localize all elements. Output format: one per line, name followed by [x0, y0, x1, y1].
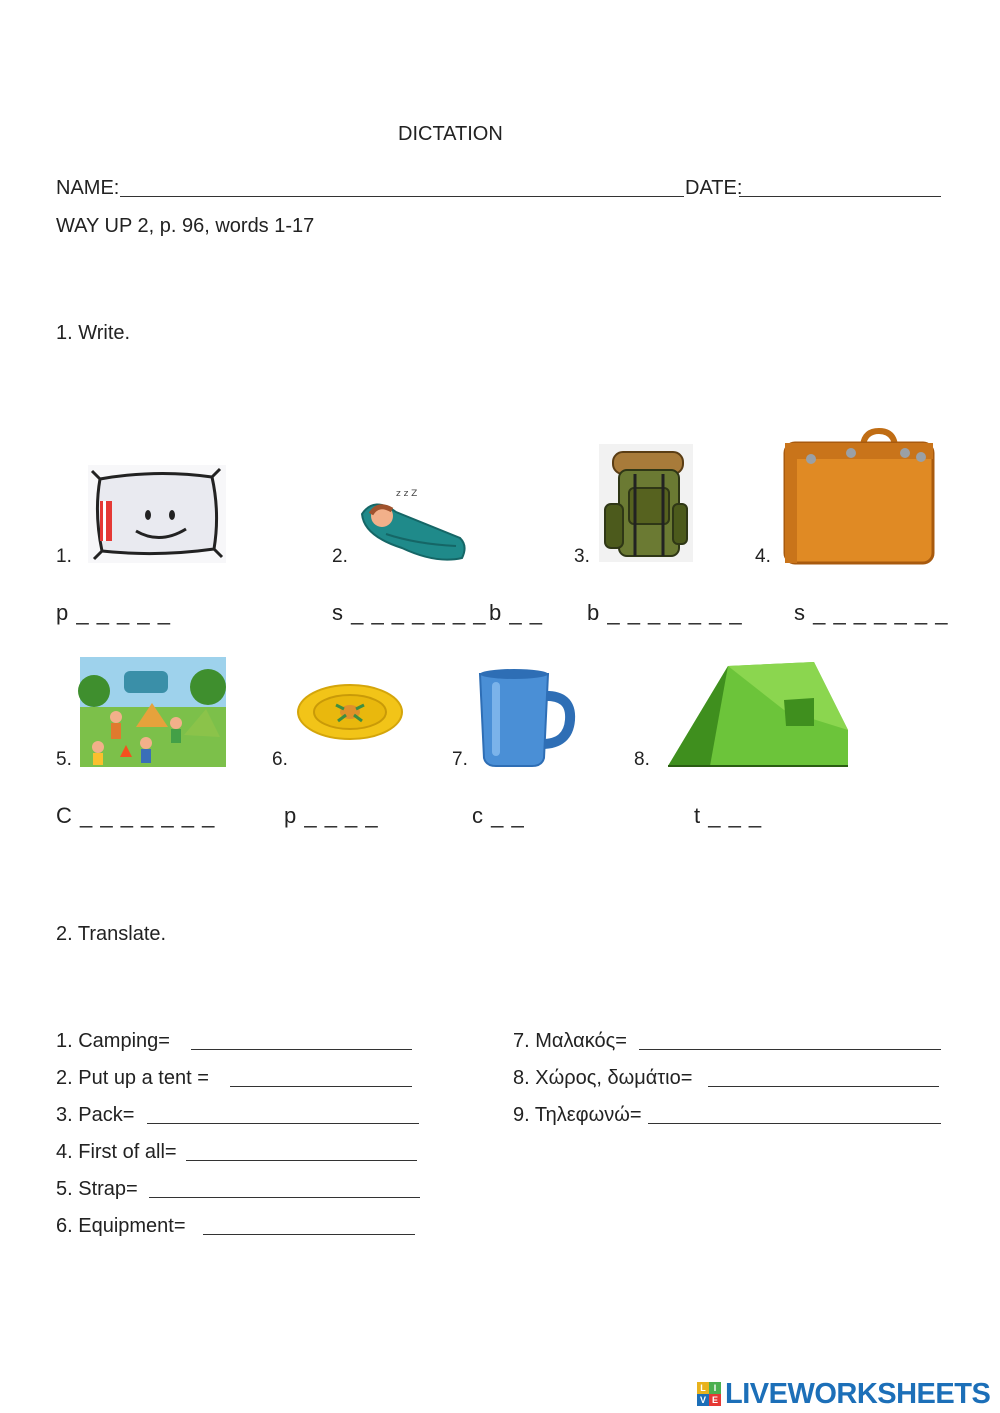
translate-item: 2. Put up a tent =: [56, 1067, 209, 1089]
picture-number: 6.: [272, 749, 288, 770]
name-field[interactable]: [120, 196, 684, 197]
translate-item: 5. Strap=: [56, 1178, 138, 1200]
date-label: DATE:: [685, 177, 743, 199]
campsite-icon: [80, 657, 226, 767]
backpack-icon: [599, 444, 693, 562]
suitcase-icon: [781, 429, 933, 563]
answer-line[interactable]: [191, 1049, 412, 1050]
answer-line[interactable]: [149, 1197, 420, 1198]
name-label: NAME:: [56, 177, 120, 199]
word-hint: c _ _: [472, 803, 525, 828]
cup-icon: [476, 668, 576, 768]
translate-item: 3. Pack=: [56, 1104, 135, 1126]
word-hint: b _ _: [489, 600, 543, 625]
answer-line[interactable]: [230, 1086, 412, 1087]
word-hint: t _ _ _: [694, 803, 763, 828]
subtitle: WAY UP 2, p. 96, words 1-17: [56, 215, 315, 237]
picture-number: 1.: [56, 546, 72, 567]
answer-line[interactable]: [147, 1123, 419, 1124]
section2-heading: 2. Translate.: [56, 923, 167, 945]
word-hint: b _ _ _ _ _ _ _: [587, 600, 743, 625]
translate-item: 1. Camping=: [56, 1030, 170, 1052]
word-hint: s _ _ _ _ _ _ _: [794, 600, 949, 625]
picture-number: 5.: [56, 749, 72, 770]
word-hint: p _ _ _ _: [284, 803, 379, 828]
pillow-icon: [88, 465, 226, 563]
liveworksheets-logo[interactable]: [697, 1378, 990, 1410]
answer-line[interactable]: [708, 1086, 939, 1087]
tent-icon: [664, 660, 850, 766]
date-field[interactable]: [739, 196, 941, 197]
translate-item: 9. Τηλεφωνώ=: [513, 1104, 642, 1126]
svg-text:z z Z: z z Z: [396, 489, 418, 499]
translate-item: 7. Μαλακός=: [513, 1030, 627, 1052]
page-title: DICTATION: [398, 123, 503, 145]
answer-line[interactable]: [203, 1234, 415, 1235]
picture-number: 8.: [634, 749, 650, 770]
word-hint: C _ _ _ _ _ _ _: [56, 803, 216, 828]
translate-item: 6. Equipment=: [56, 1215, 186, 1237]
plate-icon: [296, 683, 404, 741]
picture-number: 4.: [755, 546, 771, 567]
picture-number: 2.: [332, 546, 348, 567]
translate-item: 8. Χώρος, δωμάτιο=: [513, 1067, 693, 1089]
picture-number: 3.: [574, 546, 590, 567]
section1-heading: 1. Write.: [56, 322, 131, 344]
translate-item: 4. First of all=: [56, 1141, 177, 1163]
answer-line[interactable]: [639, 1049, 941, 1050]
word-hint: p _ _ _ _ _: [56, 600, 171, 625]
logo-text: LIVEWORKSHEETS: [725, 1377, 991, 1410]
logo-mark-icon: L I V E: [697, 1382, 721, 1406]
answer-line[interactable]: [186, 1160, 417, 1161]
picture-number: 7.: [452, 749, 468, 770]
sleeping-bag-icon: [356, 484, 468, 562]
word-hint: s _ _ _ _ _ _ _: [332, 600, 487, 625]
answer-line[interactable]: [648, 1123, 941, 1124]
